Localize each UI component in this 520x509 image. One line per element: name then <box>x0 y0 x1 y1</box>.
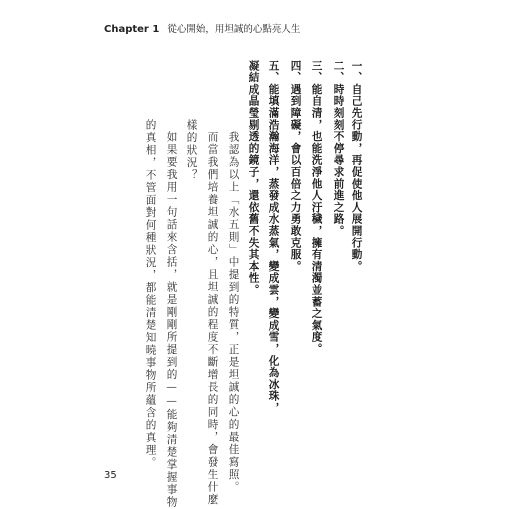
chapter-label: Chapter 1 <box>104 24 160 35</box>
chapter-title: 從心開始，用坦誠的心點亮人生 <box>167 24 301 35</box>
list-item-2: 二、時時刻刻不停尋求前進之路。 <box>332 60 345 237</box>
list-item-1: 一、自己先行動，再促使他人展開行動。 <box>350 60 363 273</box>
list-item-5: 五、能填滿浩瀚海洋，蒸發成水蒸氣，變成雲，變成雪，化為冰珠， <box>267 60 280 414</box>
paragraph-2: 而當我們培養坦誠的心，且坦誠的程度不斷增長的同時，會發生什麼 <box>206 131 219 506</box>
list-item-4: 四、遇到障礙，會以百倍之力勇敢克服。 <box>289 60 302 273</box>
page-number: 35 <box>104 470 117 481</box>
paragraph-3-continued: 的真相，不管面對何種狀況，都能清楚知曉事物所蘊含的真理。 <box>144 119 157 469</box>
paragraph-2-continued: 樣的狀況？ <box>185 119 198 182</box>
paragraph-1: 我認為以上「水五則」中提到的特質，正是坦誠的心的最佳寫照。 <box>227 131 240 494</box>
running-header <box>104 21 300 35</box>
list-item-3: 三、能自清，也能洗淨他人汙穢，擁有清濁並蓄之氣度。 <box>310 60 323 355</box>
paragraph-3: 如果要我用一句話來含括，就是剛剛所提到的——能夠清楚掌握事物 <box>165 131 178 509</box>
list-item-5-continued: 凝結成晶瑩剔透的鏡子，還依舊不失其本性。 <box>247 60 260 296</box>
